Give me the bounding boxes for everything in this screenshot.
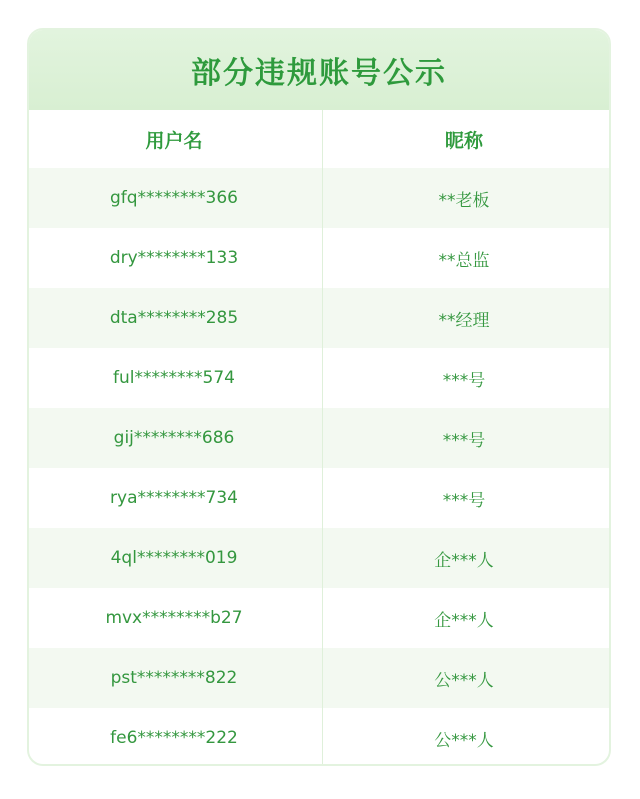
page-title: 部分违规账号公示: [191, 56, 447, 91]
username-cell: dry********133: [109, 248, 239, 268]
username-cell: gij********686: [113, 428, 235, 448]
table-row: [29, 168, 609, 228]
accounts-table: [29, 110, 609, 766]
table-row: [29, 288, 609, 348]
nickname-cell: ***号: [442, 370, 486, 391]
column-header-nickname: 昵称: [444, 129, 483, 152]
username-cell: fe6********222: [110, 728, 238, 748]
username-cell: gfq********366: [109, 188, 238, 208]
table-header-row: [29, 110, 609, 168]
column-header-username: 用户名: [145, 129, 203, 152]
table-row: [29, 408, 609, 468]
nickname-cell: **经理: [438, 310, 490, 331]
violation-announcement-card: [27, 28, 611, 766]
table-row: [29, 468, 609, 528]
nickname-cell: **总监: [438, 250, 490, 271]
nickname-cell: 公***人: [434, 670, 494, 691]
table-row: [29, 588, 609, 648]
username-cell: rya********734: [110, 488, 238, 508]
table-row: [29, 528, 609, 588]
username-cell: mvx********b27: [105, 608, 243, 628]
nickname-cell: ***号: [442, 490, 486, 511]
nickname-cell: 企***人: [434, 550, 494, 571]
username-cell: pst********822: [110, 668, 238, 688]
table-row: [29, 648, 609, 708]
nickname-cell: ***号: [442, 430, 486, 451]
nickname-cell: **老板: [438, 190, 490, 211]
nickname-cell: 企***人: [434, 610, 494, 631]
username-cell: dta********285: [109, 308, 239, 328]
username-cell: ful********574: [113, 368, 235, 388]
username-cell: 4ql********019: [110, 548, 238, 568]
nickname-cell: 公***人: [434, 730, 494, 751]
table-row: [29, 708, 609, 766]
table-row: [29, 228, 609, 288]
title-bar: [29, 30, 609, 110]
column-divider: [322, 110, 323, 766]
table-row: [29, 348, 609, 408]
